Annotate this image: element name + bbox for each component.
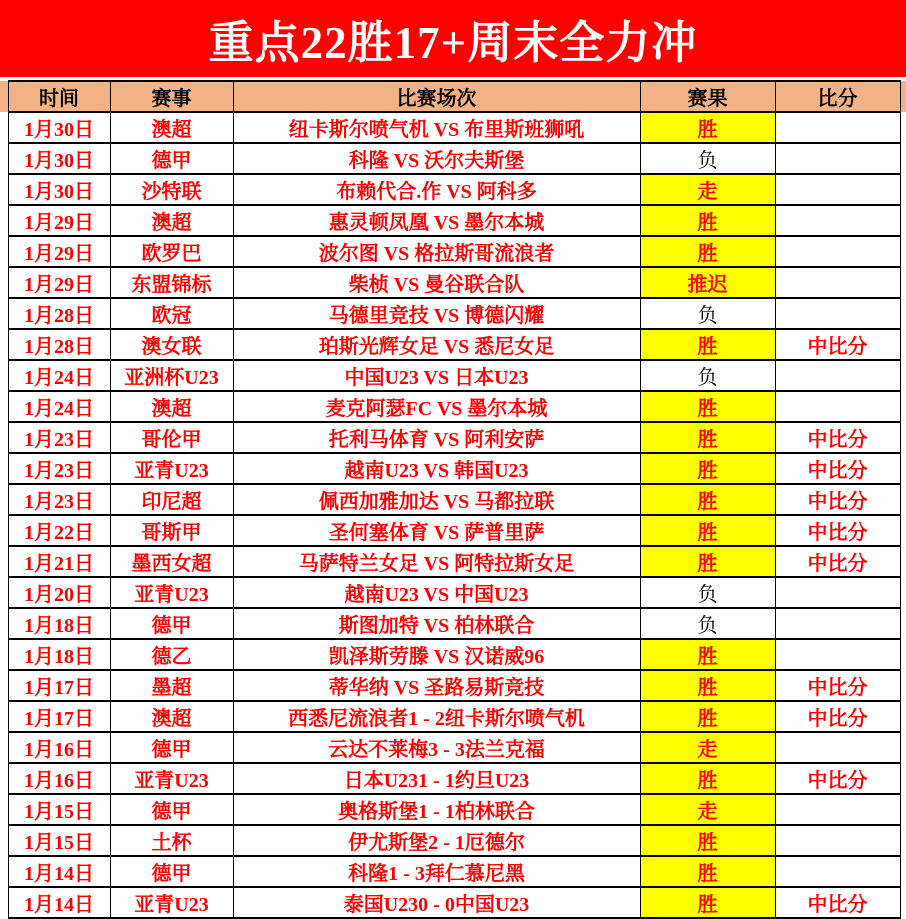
cell-gutter-left — [0, 360, 8, 391]
cell-league: 德甲 — [110, 732, 233, 763]
cell-date: 1月24日 — [8, 360, 110, 391]
cell-match: 布赖代合.作 VS 阿科多 — [233, 174, 640, 205]
results-table — [0, 80, 906, 919]
table-row — [0, 825, 906, 856]
cell-match: 波尔图 VS 格拉斯哥流浪者 — [233, 236, 640, 267]
cell-league: 土杯 — [110, 825, 233, 856]
cell-result: 走 — [640, 794, 775, 825]
cell-gutter-left — [0, 298, 8, 329]
cell-league: 亚青U23 — [110, 887, 233, 918]
cell-match: 蒂华纳 VS 圣路易斯竞技 — [233, 670, 640, 701]
cell-match: 斯图加特 VS 柏林联合 — [233, 608, 640, 639]
cell-date: 1月29日 — [8, 205, 110, 236]
cell-gutter-left — [0, 484, 8, 515]
cell-date: 1月22日 — [8, 515, 110, 546]
cell-league: 德甲 — [110, 856, 233, 887]
cell-date: 1月20日 — [8, 577, 110, 608]
cell-gutter-right — [900, 763, 906, 794]
cell-gutter-right — [900, 608, 906, 639]
cell-gutter-right — [900, 267, 906, 298]
cell-league: 澳超 — [110, 112, 233, 143]
cell-gutter-right — [900, 577, 906, 608]
cell-gutter-right — [900, 205, 906, 236]
cell-gutter-right — [900, 453, 906, 484]
cell-score — [775, 794, 900, 825]
header-gutter-right — [900, 81, 906, 112]
cell-league: 德乙 — [110, 639, 233, 670]
cell-match: 越南U23 VS 中国U23 — [233, 577, 640, 608]
cell-league: 欧罗巴 — [110, 236, 233, 267]
cell-score: 中比分 — [775, 453, 900, 484]
cell-score — [775, 205, 900, 236]
cell-gutter-left — [0, 329, 8, 360]
cell-gutter-left — [0, 856, 8, 887]
cell-league: 墨西女超 — [110, 546, 233, 577]
cell-gutter-right — [900, 825, 906, 856]
cell-result: 走 — [640, 174, 775, 205]
cell-match: 中国U23 VS 日本U23 — [233, 360, 640, 391]
cell-league: 亚洲杯U23 — [110, 360, 233, 391]
cell-score — [775, 360, 900, 391]
cell-gutter-right — [900, 856, 906, 887]
column-header-time: 时间 — [8, 81, 110, 112]
cell-result: 胜 — [640, 763, 775, 794]
cell-gutter-right — [900, 887, 906, 918]
cell-match: 珀斯光辉女足 VS 悉尼女足 — [233, 329, 640, 360]
cell-date: 1月23日 — [8, 453, 110, 484]
table-row — [0, 608, 906, 639]
cell-league: 亚青U23 — [110, 763, 233, 794]
header-gutter-left — [0, 81, 8, 112]
cell-score: 中比分 — [775, 887, 900, 918]
cell-league: 哥斯甲 — [110, 515, 233, 546]
cell-result: 胜 — [640, 484, 775, 515]
cell-gutter-left — [0, 112, 8, 143]
cell-score — [775, 236, 900, 267]
cell-date: 1月16日 — [8, 763, 110, 794]
cell-league: 亚青U23 — [110, 577, 233, 608]
cell-league: 哥伦甲 — [110, 422, 233, 453]
cell-gutter-left — [0, 763, 8, 794]
cell-result: 胜 — [640, 670, 775, 701]
cell-match: 科隆 VS 沃尔夫斯堡 — [233, 143, 640, 174]
table-row — [0, 174, 906, 205]
cell-gutter-left — [0, 515, 8, 546]
cell-league: 德甲 — [110, 608, 233, 639]
cell-score: 中比分 — [775, 484, 900, 515]
cell-gutter-left — [0, 794, 8, 825]
cell-score: 中比分 — [775, 515, 900, 546]
cell-result: 胜 — [640, 205, 775, 236]
cell-gutter-left — [0, 639, 8, 670]
cell-score — [775, 174, 900, 205]
cell-match: 纽卡斯尔喷气机 VS 布里斯班狮吼 — [233, 112, 640, 143]
table-row — [0, 298, 906, 329]
cell-match: 伊尤斯堡2 - 1厄德尔 — [233, 825, 640, 856]
cell-gutter-right — [900, 670, 906, 701]
cell-gutter-left — [0, 422, 8, 453]
cell-gutter-left — [0, 887, 8, 918]
cell-gutter-right — [900, 143, 906, 174]
table-row — [0, 887, 906, 918]
cell-match: 惠灵顿凤凰 VS 墨尔本城 — [233, 205, 640, 236]
cell-league: 东盟锦标 — [110, 267, 233, 298]
cell-gutter-right — [900, 236, 906, 267]
cell-gutter-right — [900, 112, 906, 143]
cell-gutter-left — [0, 825, 8, 856]
cell-match: 佩西加雅加达 VS 马都拉联 — [233, 484, 640, 515]
table-row — [0, 391, 906, 422]
cell-gutter-left — [0, 174, 8, 205]
cell-score — [775, 639, 900, 670]
cell-result: 胜 — [640, 701, 775, 732]
table-row — [0, 794, 906, 825]
cell-gutter-right — [900, 484, 906, 515]
cell-gutter-left — [0, 205, 8, 236]
cell-gutter-left — [0, 670, 8, 701]
cell-match: 圣何塞体育 VS 萨普里萨 — [233, 515, 640, 546]
cell-gutter-right — [900, 639, 906, 670]
cell-date: 1月30日 — [8, 174, 110, 205]
cell-match: 日本U231 - 1约旦U23 — [233, 763, 640, 794]
cell-match: 托利马体育 VS 阿利安萨 — [233, 422, 640, 453]
table-row — [0, 639, 906, 670]
table-row — [0, 577, 906, 608]
cell-gutter-left — [0, 701, 8, 732]
cell-date: 1月29日 — [8, 236, 110, 267]
cell-result: 胜 — [640, 887, 775, 918]
cell-league: 印尼超 — [110, 484, 233, 515]
cell-result: 胜 — [640, 329, 775, 360]
cell-result: 胜 — [640, 825, 775, 856]
cell-date: 1月30日 — [8, 112, 110, 143]
cell-league: 欧冠 — [110, 298, 233, 329]
table-row — [0, 515, 906, 546]
cell-result: 胜 — [640, 639, 775, 670]
cell-gutter-right — [900, 391, 906, 422]
header-row — [0, 81, 906, 112]
cell-result: 胜 — [640, 236, 775, 267]
cell-score — [775, 143, 900, 174]
cell-date: 1月29日 — [8, 267, 110, 298]
cell-result: 负 — [640, 577, 775, 608]
cell-score — [775, 608, 900, 639]
cell-date: 1月23日 — [8, 484, 110, 515]
cell-match: 西悉尼流浪者1 - 2纽卡斯尔喷气机 — [233, 701, 640, 732]
cell-gutter-right — [900, 298, 906, 329]
cell-league: 澳女联 — [110, 329, 233, 360]
cell-gutter-right — [900, 360, 906, 391]
table-row — [0, 360, 906, 391]
cell-score: 中比分 — [775, 670, 900, 701]
cell-league: 德甲 — [110, 143, 233, 174]
cell-score: 中比分 — [775, 329, 900, 360]
cell-gutter-right — [900, 422, 906, 453]
cell-match: 柴桢 VS 曼谷联合队 — [233, 267, 640, 298]
cell-date: 1月24日 — [8, 391, 110, 422]
cell-result: 推迟 — [640, 267, 775, 298]
cell-result: 胜 — [640, 546, 775, 577]
cell-result: 胜 — [640, 515, 775, 546]
table-row — [0, 267, 906, 298]
cell-gutter-right — [900, 701, 906, 732]
cell-score: 中比分 — [775, 546, 900, 577]
cell-gutter-right — [900, 329, 906, 360]
cell-result: 走 — [640, 732, 775, 763]
cell-result: 胜 — [640, 856, 775, 887]
table-row — [0, 546, 906, 577]
cell-league: 亚青U23 — [110, 453, 233, 484]
banner-title: 重点22胜17+周末全力冲 — [208, 18, 698, 68]
cell-date: 1月23日 — [8, 422, 110, 453]
cell-league: 德甲 — [110, 794, 233, 825]
cell-league: 沙特联 — [110, 174, 233, 205]
table-row — [0, 763, 906, 794]
cell-date: 1月17日 — [8, 701, 110, 732]
cell-date: 1月17日 — [8, 670, 110, 701]
cell-date: 1月28日 — [8, 329, 110, 360]
cell-result: 负 — [640, 608, 775, 639]
column-header-score: 比分 — [775, 81, 900, 112]
cell-score — [775, 856, 900, 887]
cell-score — [775, 825, 900, 856]
cell-gutter-left — [0, 267, 8, 298]
cell-league: 澳超 — [110, 205, 233, 236]
cell-score — [775, 112, 900, 143]
cell-gutter-left — [0, 546, 8, 577]
table-row — [0, 453, 906, 484]
cell-date: 1月28日 — [8, 298, 110, 329]
cell-gutter-right — [900, 546, 906, 577]
cell-gutter-left — [0, 608, 8, 639]
cell-date: 1月21日 — [8, 546, 110, 577]
cell-gutter-right — [900, 515, 906, 546]
table-row — [0, 670, 906, 701]
cell-result: 胜 — [640, 453, 775, 484]
cell-result: 负 — [640, 143, 775, 174]
column-header-league: 赛事 — [110, 81, 233, 112]
cell-date: 1月30日 — [8, 143, 110, 174]
cell-score: 中比分 — [775, 701, 900, 732]
cell-match: 云达不莱梅3 - 3法兰克福 — [233, 732, 640, 763]
cell-date: 1月18日 — [8, 639, 110, 670]
cell-date: 1月15日 — [8, 794, 110, 825]
cell-gutter-left — [0, 453, 8, 484]
cell-gutter-left — [0, 236, 8, 267]
cell-match: 马德里竞技 VS 博德闪耀 — [233, 298, 640, 329]
cell-date: 1月14日 — [8, 887, 110, 918]
cell-score — [775, 732, 900, 763]
cell-match: 科隆1 - 3拜仁慕尼黑 — [233, 856, 640, 887]
cell-date: 1月14日 — [8, 856, 110, 887]
cell-result: 胜 — [640, 391, 775, 422]
cell-score — [775, 391, 900, 422]
table-row — [0, 856, 906, 887]
cell-score — [775, 577, 900, 608]
table-row — [0, 422, 906, 453]
cell-date: 1月16日 — [8, 732, 110, 763]
cell-league: 澳超 — [110, 701, 233, 732]
table-row — [0, 236, 906, 267]
table-row — [0, 732, 906, 763]
cell-match: 越南U23 VS 韩国U23 — [233, 453, 640, 484]
cell-match: 奥格斯堡1 - 1柏林联合 — [233, 794, 640, 825]
banner — [0, 0, 906, 77]
cell-gutter-left — [0, 143, 8, 174]
cell-match: 马萨特兰女足 VS 阿特拉斯女足 — [233, 546, 640, 577]
cell-gutter-left — [0, 391, 8, 422]
cell-result: 负 — [640, 360, 775, 391]
column-header-result: 赛果 — [640, 81, 775, 112]
cell-match: 泰国U230 - 0中国U23 — [233, 887, 640, 918]
table-row — [0, 205, 906, 236]
cell-gutter-right — [900, 794, 906, 825]
cell-date: 1月15日 — [8, 825, 110, 856]
table-row — [0, 484, 906, 515]
cell-result: 胜 — [640, 112, 775, 143]
cell-gutter-left — [0, 577, 8, 608]
cell-league: 墨超 — [110, 670, 233, 701]
cell-gutter-right — [900, 732, 906, 763]
cell-result: 负 — [640, 298, 775, 329]
column-header-match: 比赛场次 — [233, 81, 640, 112]
table-row — [0, 329, 906, 360]
table-row — [0, 701, 906, 732]
cell-match: 麦克阿瑟FC VS 墨尔本城 — [233, 391, 640, 422]
cell-score: 中比分 — [775, 422, 900, 453]
table-row — [0, 112, 906, 143]
cell-date: 1月18日 — [8, 608, 110, 639]
cell-league: 澳超 — [110, 391, 233, 422]
cell-gutter-right — [900, 174, 906, 205]
cell-score — [775, 267, 900, 298]
cell-match: 凯泽斯劳滕 VS 汉诺威96 — [233, 639, 640, 670]
cell-score: 中比分 — [775, 763, 900, 794]
cell-gutter-left — [0, 732, 8, 763]
cell-score — [775, 298, 900, 329]
table-row — [0, 143, 906, 174]
cell-result: 胜 — [640, 422, 775, 453]
